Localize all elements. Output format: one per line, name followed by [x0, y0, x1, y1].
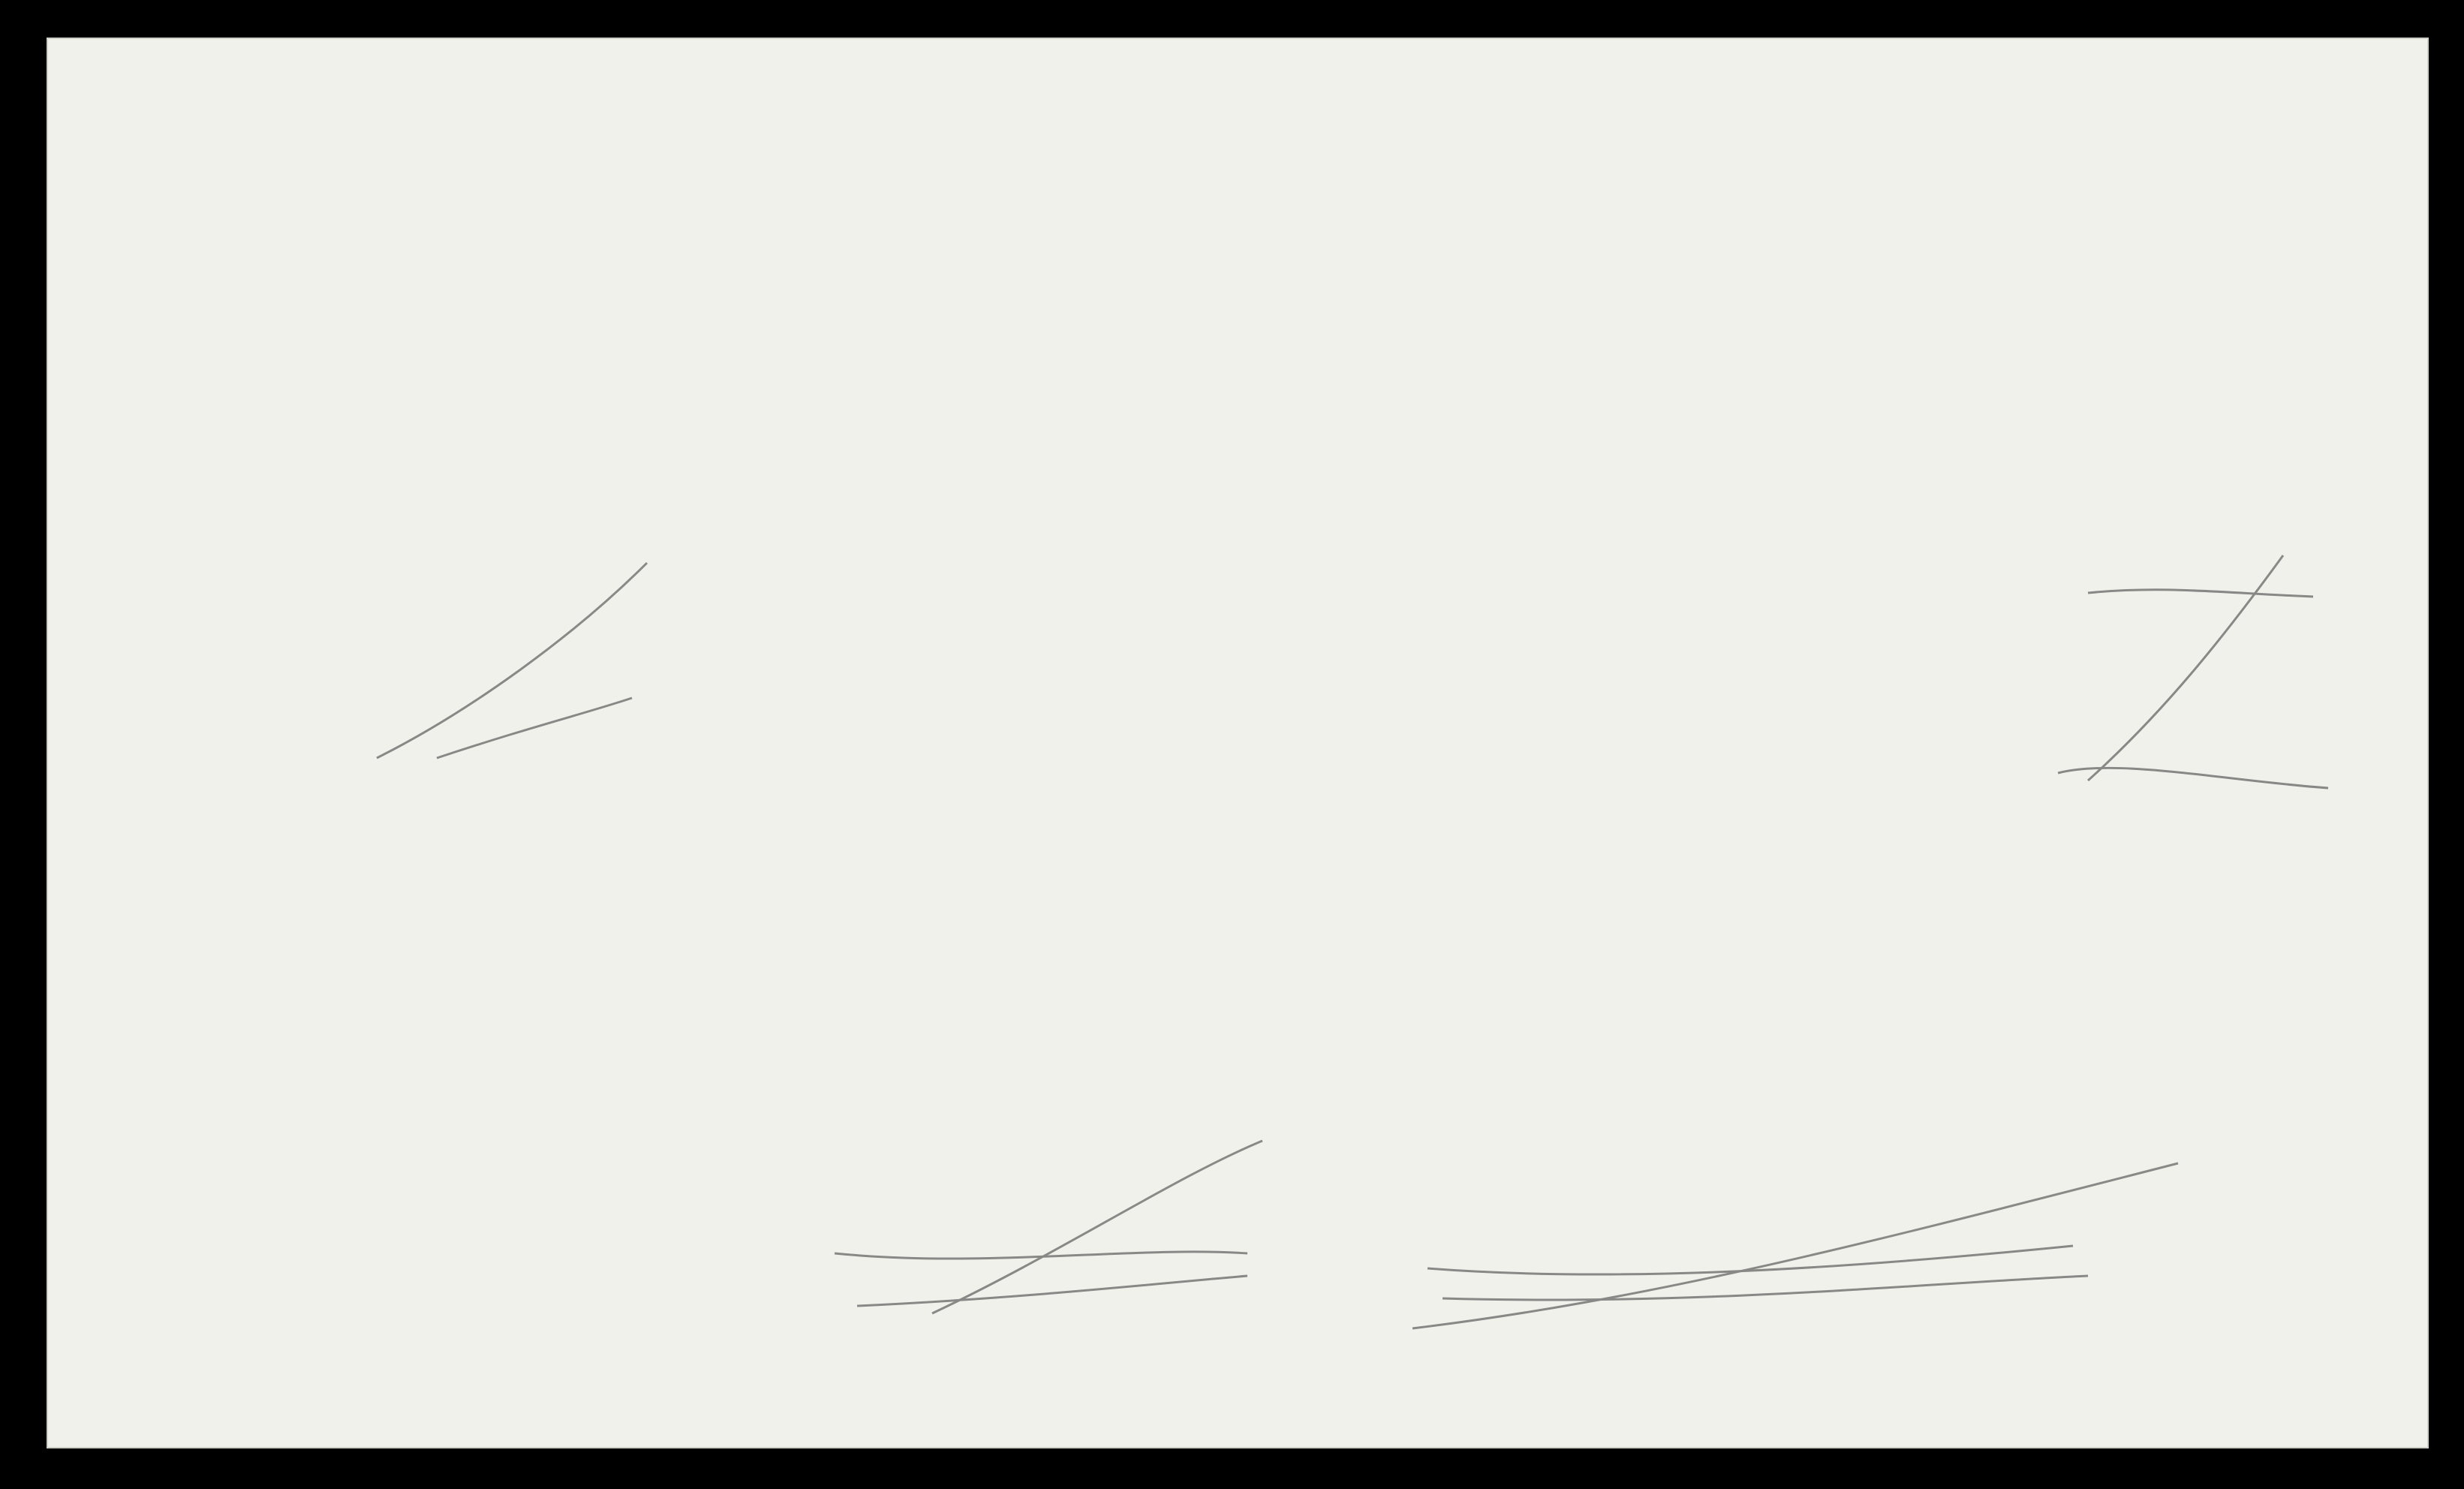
census-card: [47, 38, 2429, 1448]
pencil-strokes: [47, 38, 2429, 1448]
